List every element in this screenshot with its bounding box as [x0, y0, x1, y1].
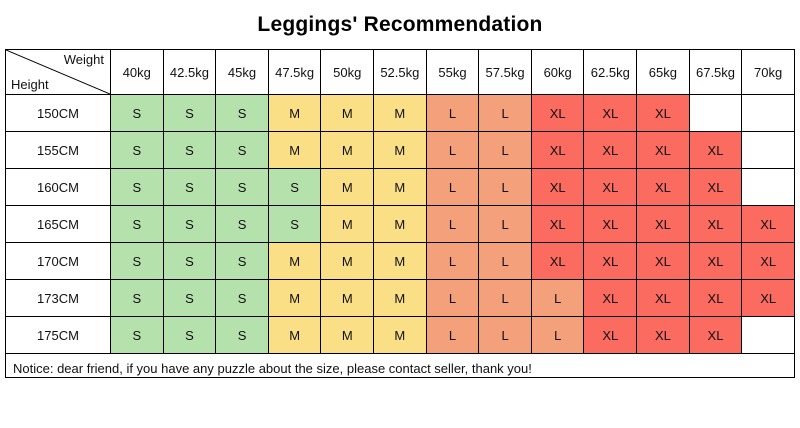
- size-cell: M: [374, 169, 427, 206]
- size-cell: L: [479, 132, 532, 169]
- size-cell: S: [111, 169, 164, 206]
- size-cell: S: [163, 206, 216, 243]
- column-header-weight: 67.5kg: [689, 50, 742, 95]
- column-header-weight: 42.5kg: [163, 50, 216, 95]
- column-header-weight: 55kg: [426, 50, 479, 95]
- size-cell: S: [216, 206, 269, 243]
- size-cell: M: [321, 169, 374, 206]
- size-cell: M: [374, 132, 427, 169]
- size-cell: S: [111, 132, 164, 169]
- row-header-height: 160CM: [6, 169, 111, 206]
- table-row: [6, 132, 795, 169]
- size-cell: XL: [637, 317, 690, 354]
- size-cell: S: [216, 169, 269, 206]
- size-cell: S: [216, 280, 269, 317]
- size-cell: S: [216, 95, 269, 132]
- size-cell: XL: [584, 243, 637, 280]
- size-cell: M: [321, 243, 374, 280]
- size-cell: M: [268, 317, 321, 354]
- size-cell: L: [426, 317, 479, 354]
- axis-corner-cell: [6, 50, 111, 95]
- size-cell: S: [111, 95, 164, 132]
- size-cell: XL: [742, 243, 795, 280]
- size-cell: M: [268, 243, 321, 280]
- notice-text: Notice: dear friend, if you have any puzzle about the size, please contact seller, thank you!: [5, 354, 795, 378]
- table-row: [6, 206, 795, 243]
- size-cell: S: [111, 243, 164, 280]
- size-cell: L: [479, 317, 532, 354]
- header-row: [6, 50, 795, 95]
- column-header-weight: 60kg: [531, 50, 584, 95]
- size-cell: XL: [584, 169, 637, 206]
- table-row: [6, 317, 795, 354]
- size-cell: M: [321, 95, 374, 132]
- size-cell: S: [163, 132, 216, 169]
- size-cell: XL: [742, 280, 795, 317]
- column-header-weight: 62.5kg: [584, 50, 637, 95]
- size-cell: M: [321, 206, 374, 243]
- size-cell: S: [216, 243, 269, 280]
- size-cell: XL: [689, 317, 742, 354]
- size-recommendation-table: [5, 49, 795, 354]
- size-cell: S: [268, 169, 321, 206]
- size-cell: [742, 317, 795, 354]
- size-cell: M: [374, 243, 427, 280]
- table-body: [6, 95, 795, 354]
- size-cell: [689, 95, 742, 132]
- size-cell: [742, 169, 795, 206]
- column-header-weight: 45kg: [216, 50, 269, 95]
- size-cell: M: [374, 206, 427, 243]
- size-cell: XL: [531, 132, 584, 169]
- size-cell: XL: [689, 206, 742, 243]
- size-cell: M: [268, 132, 321, 169]
- size-cell: L: [426, 280, 479, 317]
- row-header-height: 173CM: [6, 280, 111, 317]
- column-header-weight: 70kg: [742, 50, 795, 95]
- size-cell: XL: [689, 280, 742, 317]
- size-cell: XL: [584, 317, 637, 354]
- size-cell: XL: [637, 132, 690, 169]
- size-cell: S: [163, 243, 216, 280]
- size-cell: M: [321, 132, 374, 169]
- row-header-height: 155CM: [6, 132, 111, 169]
- row-header-height: 165CM: [6, 206, 111, 243]
- size-cell: M: [374, 317, 427, 354]
- size-cell: S: [111, 280, 164, 317]
- size-cell: XL: [637, 280, 690, 317]
- size-cell: L: [479, 280, 532, 317]
- size-cell: L: [531, 280, 584, 317]
- size-cell: L: [479, 95, 532, 132]
- column-header-weight: 65kg: [637, 50, 690, 95]
- size-cell: M: [374, 280, 427, 317]
- size-cell: S: [111, 317, 164, 354]
- size-cell: L: [426, 132, 479, 169]
- column-header-weight: 57.5kg: [479, 50, 532, 95]
- page-title: Leggings' Recommendation: [257, 13, 543, 36]
- column-header-weight: 50kg: [321, 50, 374, 95]
- column-header-weight: 47.5kg: [268, 50, 321, 95]
- size-cell: L: [479, 243, 532, 280]
- size-cell: S: [163, 317, 216, 354]
- size-cell: XL: [689, 169, 742, 206]
- size-cell: XL: [637, 206, 690, 243]
- size-cell: XL: [584, 95, 637, 132]
- size-cell: XL: [531, 206, 584, 243]
- size-cell: XL: [689, 132, 742, 169]
- column-header-weight: 40kg: [111, 50, 164, 95]
- size-cell: S: [163, 280, 216, 317]
- size-cell: XL: [584, 132, 637, 169]
- size-cell: L: [426, 95, 479, 132]
- size-cell: L: [426, 206, 479, 243]
- size-cell: XL: [531, 95, 584, 132]
- size-cell: S: [216, 317, 269, 354]
- weight-axis-label: Weight: [63, 52, 104, 67]
- table-row: [6, 280, 795, 317]
- size-cell: XL: [742, 206, 795, 243]
- size-cell: L: [479, 206, 532, 243]
- size-cell: [742, 132, 795, 169]
- size-cell: L: [531, 317, 584, 354]
- table-row: [6, 95, 795, 132]
- table-header: [6, 50, 795, 95]
- row-header-height: 175CM: [6, 317, 111, 354]
- size-cell: XL: [584, 206, 637, 243]
- table-row: [6, 243, 795, 280]
- size-cell: S: [111, 206, 164, 243]
- size-cell: S: [163, 169, 216, 206]
- size-cell: XL: [584, 280, 637, 317]
- size-cell: M: [268, 95, 321, 132]
- size-cell: M: [268, 280, 321, 317]
- size-cell: XL: [637, 95, 690, 132]
- size-cell: L: [426, 243, 479, 280]
- size-cell: S: [268, 206, 321, 243]
- column-header-weight: 52.5kg: [374, 50, 427, 95]
- height-axis-label: Height: [11, 77, 49, 92]
- size-cell: XL: [637, 243, 690, 280]
- table-row: [6, 169, 795, 206]
- size-cell: XL: [531, 243, 584, 280]
- size-cell: L: [426, 169, 479, 206]
- size-cell: [742, 95, 795, 132]
- row-header-height: 150CM: [6, 95, 111, 132]
- size-cell: M: [321, 280, 374, 317]
- size-cell: M: [321, 317, 374, 354]
- size-cell: S: [163, 95, 216, 132]
- size-cell: L: [479, 169, 532, 206]
- size-cell: M: [374, 95, 427, 132]
- size-cell: S: [216, 132, 269, 169]
- size-cell: XL: [689, 243, 742, 280]
- size-cell: XL: [637, 169, 690, 206]
- size-cell: XL: [531, 169, 584, 206]
- row-header-height: 170CM: [6, 243, 111, 280]
